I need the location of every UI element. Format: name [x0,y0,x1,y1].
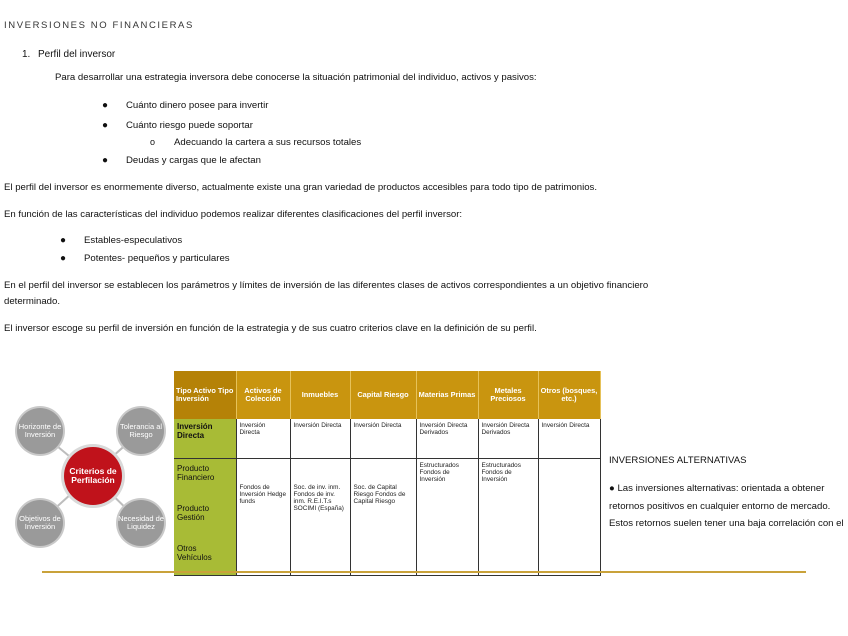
table-header: Otros (bosques, etc.) [538,371,600,419]
table-header: Inmuebles [290,371,350,419]
row-label: Inversión Directa [174,419,236,459]
table-header: Activos de Colección [236,371,290,419]
criteria-diagram [0,400,170,560]
criterion-circle: Horizonte de Inversión [17,408,63,454]
numbered-item [22,49,115,60]
bullet-item: ● Potentes- pequeños y particulares [60,253,230,264]
investment-type-table [174,371,601,576]
table-row [174,419,600,459]
table-header: Tipo Activo Tipo Inversión [174,371,236,419]
sub-bullet-item: o Adecuando la cartera a sus recursos totales [150,137,362,148]
table-cell: Inversión Directa [290,419,350,459]
table-cell: Estructurados Fondos de Inversión [416,459,478,576]
bullet-item: ● Cuánto dinero posee para invertir [102,100,269,111]
table-cell: Inversión Directa [538,419,600,459]
criteria-center-circle: Criterios de Perfilación [64,447,122,505]
table-cell: Fondos de Inversión Hedge funds [236,459,290,576]
criterion-circle: Necesidad de Liquidez [118,500,164,546]
bullet-icon: ● [609,483,618,494]
sidebar-text: ● Las inversiones alternativas: orientada a obtener retornos positivos en cualquier entorno de mercado. Estos retornos suelen tener una baja correlación con el [609,483,844,529]
bullet-item: ● Estables-especulativos [60,235,183,246]
paragraph: En función de las características del individuo podemos realizar diferentes clasificaciones del perfil inversor: [4,209,463,220]
criterion-circle: Objetivos de Inversión [17,500,63,546]
table-cell: Inversión Directa Derivados [478,419,538,459]
paragraph: En el perfil del inversor se establecen los parámetros y límites de inversión de las diferentes clases de activos correspondientes a un objetivo financiero determinado. [4,280,649,307]
item-title: Perfil del inversor [38,49,116,60]
bullet-item: ● Deudas y cargas que le afectan [102,155,261,166]
divider [42,571,806,573]
table-cell [538,459,600,576]
criterion-circle: Tolerancia al Riesgo [118,408,164,454]
sidebar-title: INVERSIONES ALTERNATIVAS [609,455,747,466]
item-number: 1. [22,49,31,60]
table-cell: Inversión Directa Derivados [416,419,478,459]
row-label: Producto Financiero Producto Gestión Otros Vehículos [174,459,236,576]
table-header: Metales Preciosos [478,371,538,419]
paragraph: El inversor escoge su perfil de inversión en función de la estrategia y de sus cuatro criterios clave en la definición de su perfil. [4,323,537,334]
table-cell: Soc. de inv. inm. Fondos de inv. inm. R.E.I.T.s SOCIMI (España) [290,459,350,576]
bullet-item: ● Cuánto riesgo puede soportar [102,120,253,131]
table-cell: Inversión Directa [350,419,416,459]
table-header: Materias Primas [416,371,478,419]
section-heading: INVERSIONES NO FINANCIERAS [4,20,194,31]
table-cell: Inversión Directa [236,419,290,459]
intro-paragraph: Para desarrollar una estrategia inversora debe conocerse la situación patrimonial del individuo, activos y pasivos: [55,72,537,83]
table-row [174,459,600,576]
paragraph: El perfil del inversor es enormemente diverso, actualmente existe una gran variedad de productos accesibles para todo tipo de patrimonios. [4,182,598,193]
table-cell: Estructurados Fondos de Inversión [478,459,538,576]
table-cell: Soc. de Capital Riesgo Fondos de Capital Riesgo [350,459,416,576]
table-header: Capital Riesgo [350,371,416,419]
table-header-row [174,371,600,419]
